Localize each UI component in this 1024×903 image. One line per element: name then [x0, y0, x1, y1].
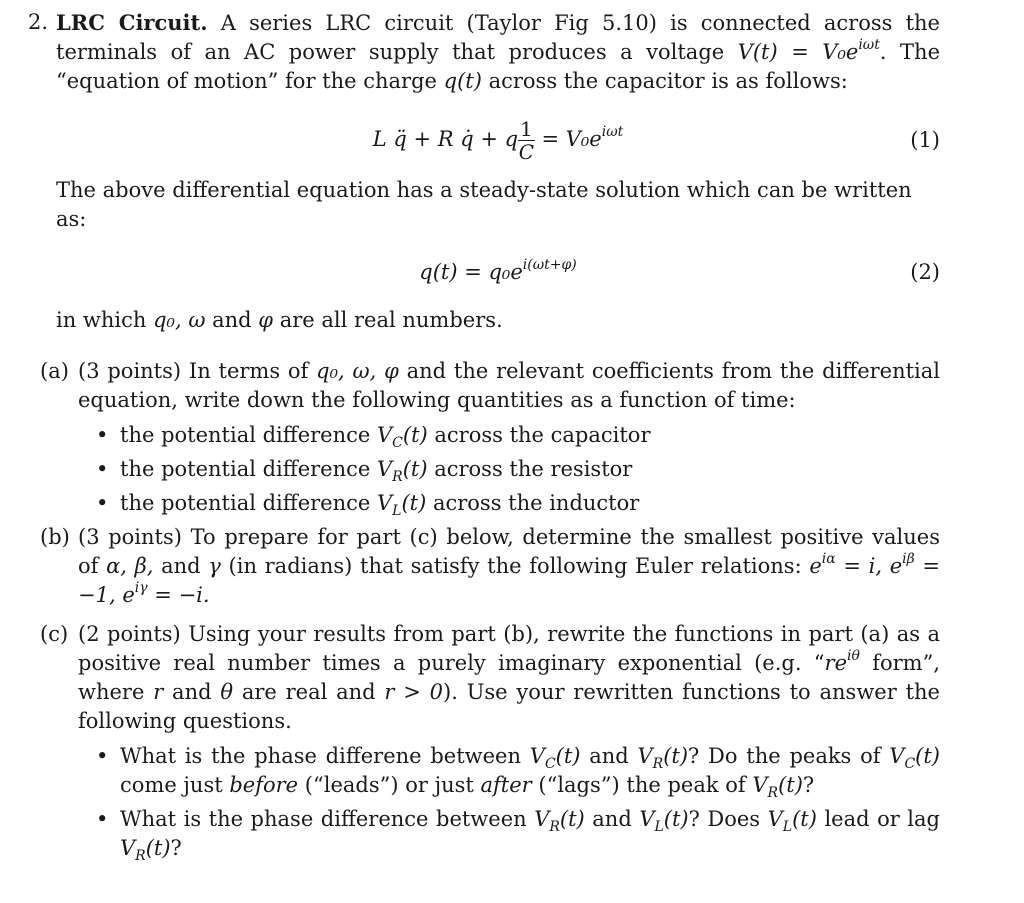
bullet-pre: the potential difference [120, 457, 377, 481]
intro-text-3: across the capacitor is as follows: [481, 69, 848, 93]
voltage-expression: V(t) = V₀e [737, 40, 859, 64]
bullet-post: across the resistor [427, 457, 633, 481]
part-c-math-3: θ [220, 680, 234, 704]
problem-title: LRC Circuit. [56, 10, 208, 35]
part-b-text-1: (3 points) To prepare for part (c) below, determine the smallest positive values of [78, 525, 940, 578]
q1-text-c: ? Do the peaks of [688, 744, 890, 768]
eq1-lhs: L q̈ + R q̇ + q [372, 127, 519, 151]
part-c-text-3: and [163, 680, 221, 704]
q1-math-1: $V_C(t)$ [529, 744, 581, 773]
q1-math-3: $V_C(t)$ [889, 744, 940, 773]
q2-text-e: ? [170, 836, 182, 860]
q2-text-b: and [584, 807, 640, 831]
voltage-exponent: iωt [858, 37, 880, 53]
euler-2-exponent: iβ [902, 551, 915, 567]
q1-text-a: What is the phase differene between [120, 744, 530, 768]
euler-2-base: e [889, 554, 903, 578]
euler-3-exponent: iγ [134, 580, 148, 596]
eq1-fraction [518, 118, 535, 163]
list-item: • the potential difference $V_L(t)$ across the inductor [96, 489, 940, 518]
euler-1-base: e [809, 554, 822, 578]
problem-intro [56, 8, 940, 96]
list-item [96, 805, 940, 863]
part-c-math-1-exponent: iθ [847, 648, 860, 664]
part-b-text-2: and [153, 554, 209, 578]
bullet-pre: the potential difference [120, 423, 377, 447]
part-a [40, 357, 941, 520]
para2-math-2: φ [258, 308, 274, 332]
part-c [40, 620, 940, 865]
euler-3-rhs: = −i. [147, 583, 210, 607]
q2-math-2: $V_L(t)$ [639, 807, 689, 836]
part-c-text-2: form”, where [78, 651, 940, 704]
equation-2 [56, 244, 940, 302]
part-b [40, 523, 941, 610]
eq1-exponent: iωt [601, 124, 624, 140]
euler-1-exponent: iα [821, 551, 836, 567]
part-a-label: (a) [40, 359, 69, 383]
eq2-lhs: q(t) = q₀e [419, 260, 523, 284]
part-c-text-4: are real and [233, 680, 385, 704]
q1-math-4: $V_R(t)$ [752, 773, 803, 802]
q2-math-4: $V_R(t)$ [120, 836, 171, 865]
q2-text-c: ? Does [688, 807, 768, 831]
bullet-post: across the capacitor [427, 423, 651, 447]
equation-1-body [56, 118, 940, 163]
eq1-frac-denominator: C [518, 140, 535, 164]
q1-math-2: $V_R(t)$ [637, 744, 689, 773]
euler-2-rhs: = −1, [78, 554, 941, 607]
part-a-text-1: (3 points) In terms of [78, 359, 317, 383]
list-item: • the potential difference $V_C(t)$ across the capacitor [96, 421, 940, 450]
list-item: • the potential difference $V_R(t)$ across the resistor [96, 455, 940, 484]
q2-text-d: lead or lag [816, 807, 940, 831]
charge-expression: q(t) [443, 69, 482, 93]
euler-3-base: e [122, 583, 135, 607]
part-b-math-2: γ [208, 554, 221, 578]
q2-math-1: $V_R(t)$ [534, 807, 585, 836]
para2-text-2: and [205, 308, 259, 332]
q2-math-3: $V_L(t)$ [767, 807, 817, 836]
euler-1-rhs: = i, [835, 554, 883, 578]
problem-number: 2. [28, 10, 49, 34]
equation-1-number: (1) [910, 128, 940, 152]
eq1-rhs: = V₀e [534, 127, 602, 151]
paragraph-steady-state: The above differential equation has a steady-state solution which can be written as: [56, 178, 912, 231]
part-a-text-2: and the relevant coefficients from the differential equation, write down the following quantities as a function of time: [78, 359, 941, 412]
list-item [96, 742, 940, 800]
problem-2 [28, 8, 940, 868]
q1-text-b: and [580, 744, 638, 768]
part-b-text [78, 523, 940, 610]
part-b-label: (b) [40, 525, 70, 549]
bullet-pre: the potential difference [120, 491, 377, 515]
q1-emph-after: after [480, 773, 532, 797]
q1-emph-before: before [229, 773, 299, 797]
part-c-math-1: re [824, 651, 848, 675]
part-b-text-3: (in radians) that satisfy the following Euler relations: [220, 554, 810, 578]
q1-text-f: (“leads”) or just [298, 773, 481, 797]
para2-text-1: in which [56, 308, 154, 332]
bullet-post: across the inductor [426, 491, 640, 515]
q2-text-a: What is the phase difference between [120, 807, 535, 831]
part-c-text-5: ). Use your rewritten functions to answer the following questions. [78, 680, 940, 733]
part-a-text [78, 357, 940, 415]
part-a-math-1: q₀, ω, φ [316, 359, 399, 383]
intro-text-2: . The “equation of motion” for the charge [56, 40, 941, 93]
part-a-bullets [96, 421, 940, 518]
equation-2-number: (2) [910, 260, 940, 284]
part-c-math-4: r > 0 [384, 680, 444, 704]
intro-text: A series LRC circuit (Taylor Fig 5.10) is connected across the terminals of an AC power supply that produces a voltage [56, 11, 940, 64]
q1-text-h: (“lags”) the peak of [531, 773, 753, 797]
eq1-frac-numerator: 1 [520, 117, 533, 141]
q1-text-d: come just [120, 773, 230, 797]
part-c-text-1: (2 points) Using your results from part (b), rewrite the functions in part (a) as a positive real number times a purely imaginary exponential (e.g. “ [78, 622, 940, 675]
part-c-label: (c) [40, 622, 69, 646]
para2-text-3: are all real numbers. [273, 308, 503, 332]
part-b-math-1: α, β, [106, 554, 154, 578]
equation-1 [56, 110, 940, 170]
part-c-text [78, 620, 940, 736]
para2-math-1: q₀, ω [153, 308, 206, 332]
part-c-bullets [96, 742, 940, 863]
equation-2-body [56, 258, 940, 287]
q1-text-i: ? [802, 773, 815, 797]
paragraph-real-numbers [56, 306, 940, 335]
part-c-math-2: r [153, 680, 164, 704]
eq2-exponent: i(ωt+φ) [522, 257, 577, 273]
